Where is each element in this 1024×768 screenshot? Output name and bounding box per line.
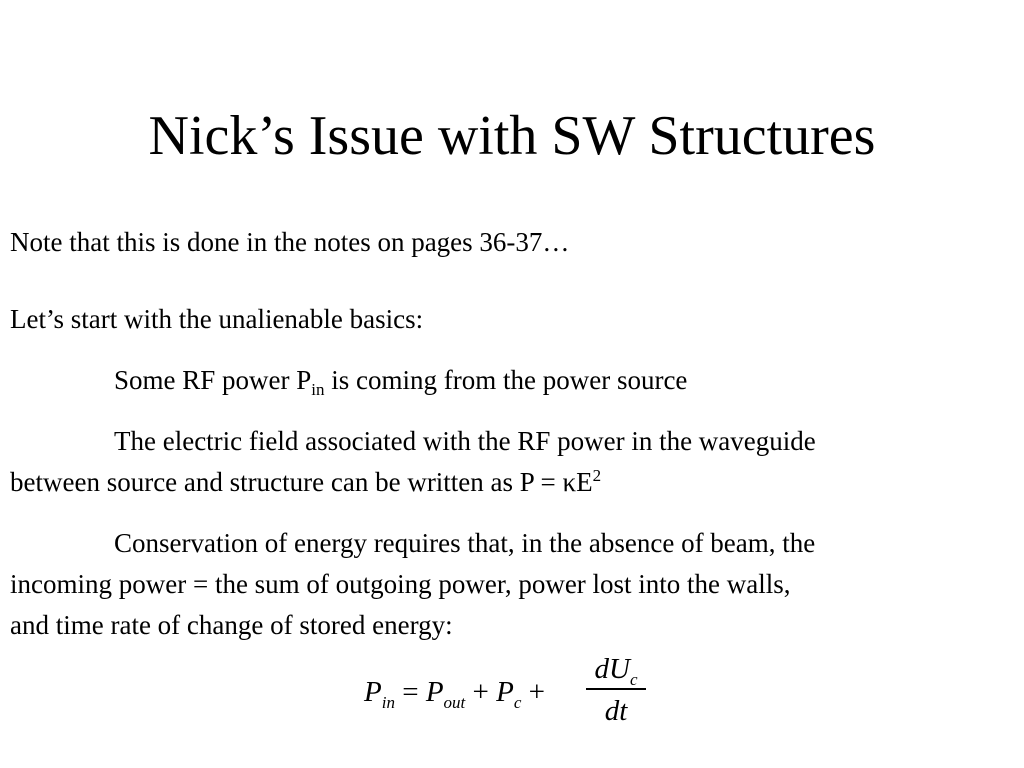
eq-p-in-sub: in xyxy=(381,693,395,712)
pin-subscript: in xyxy=(311,380,325,399)
eq-p-out-sub: out xyxy=(443,693,466,712)
eq-fraction xyxy=(586,652,646,728)
point-power-source xyxy=(114,364,688,399)
eq-numerator xyxy=(586,652,646,689)
eq-p-out: P xyxy=(425,676,444,708)
eq-plus-2: + xyxy=(521,676,545,708)
point1-after: is coming from the power source xyxy=(324,365,688,395)
eq-du: dU xyxy=(594,653,630,685)
eq-p-in: P xyxy=(364,676,382,708)
eq-equals: = xyxy=(394,676,426,708)
eq-p-c-sub: c xyxy=(513,693,522,712)
point1-before: Some RF power P xyxy=(114,365,312,395)
equation-lhs xyxy=(364,676,545,712)
energy-conservation-equation xyxy=(364,652,664,742)
point-conservation-line1: Conservation of energy requires that, in the absence of beam, the xyxy=(114,528,816,558)
note-line: Note that this is done in the notes on pages 36-37… xyxy=(10,227,570,257)
eq-du-sub: c xyxy=(629,670,638,689)
e-squared-superscript: 2 xyxy=(592,466,602,485)
point2-line2-text: between source and structure can be written as P = κE xyxy=(10,467,593,497)
point-electric-field-line2 xyxy=(10,466,601,498)
eq-denominator: dt xyxy=(604,695,628,727)
point-electric-field-line1: The electric field associated with the RF power in the waveguide xyxy=(114,426,816,456)
slide-title: Nick’s Issue with SW Structures xyxy=(148,105,876,167)
point-conservation-line3: and time rate of change of stored energy: xyxy=(10,610,453,640)
eq-plus-1: + xyxy=(465,676,497,708)
eq-p-c: P xyxy=(496,676,514,708)
point-conservation-line2: incoming power = the sum of outgoing power, power lost into the walls, xyxy=(10,569,791,599)
intro-line: Let’s start with the unalienable basics: xyxy=(10,304,424,334)
